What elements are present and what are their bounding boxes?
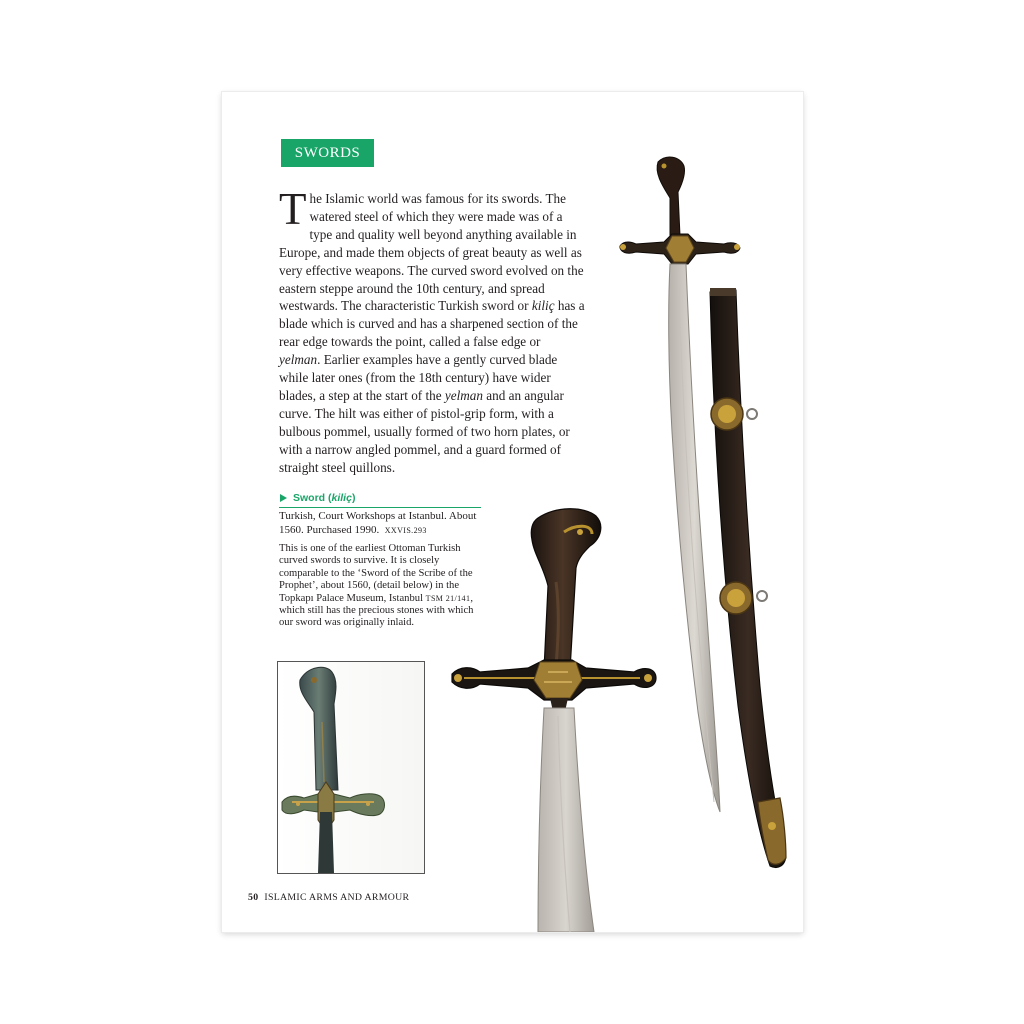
body-text-part-1: he Islamic world was famous for its swords. The watered steel of which they were made was of a type and quality well beyond anything available in Europe, and made them objects of great beauty as well as very effective weapons. The curved sword evolved on the eastern steppe around the 10th century, and spread westwards. The characteristic Turkish sword or	[279, 191, 584, 314]
section-title-badge: SWORDS	[281, 139, 374, 167]
book-page	[222, 92, 803, 932]
caption-desc-part-2: , which still has the precious stones with which our sword was originally inlaid.	[279, 592, 474, 629]
accession-number: XXVIS.293	[384, 525, 427, 535]
scabbard-photo	[702, 286, 792, 876]
detail-photo-frame	[277, 661, 425, 874]
topkapi-sword-detail-photo	[278, 662, 424, 873]
term-yelman: yelman	[279, 352, 318, 368]
museum-reference: TSM 21/141	[425, 593, 471, 603]
running-title: ISLAMIC ARMS AND ARMOUR	[264, 892, 410, 903]
caption-heading-term: kiliç	[331, 492, 352, 504]
body-text-part-2: has a blade which is curved and has a sharpened section of the rear edge towards the point, called a false edge or	[279, 298, 585, 350]
caption-heading-text: Sword (	[293, 492, 332, 504]
term-kilic: kiliç	[531, 298, 555, 314]
page-footer	[248, 892, 409, 903]
triangle-pointer-icon	[280, 494, 287, 502]
body-text	[279, 184, 585, 477]
caption-desc-part-1: This is one of the earliest Ottoman Turkish curved swords to survive. It is closely comparable to the ‘Sword of the Scribe of the Prophet’, about 1560, (detail below) in the Topkapı Palace Museum, Istanbul	[279, 543, 473, 604]
caption-heading-close: )	[351, 492, 356, 504]
caption-info-text: Turkish, Court Workshops at Istanbul. About 1560. Purchased 1990.	[279, 510, 477, 536]
page-number: 50	[248, 892, 259, 903]
drop-cap: T	[279, 184, 307, 234]
term-yelman-2: yelman	[444, 387, 483, 403]
body-text-part-4: and an angular curve. The hilt was either of pistol-grip form, with a bulbous pommel, usually formed of two horn plates, or with a narrow angled pommel, and a guard formed of straight steel quillons.	[279, 387, 570, 475]
body-text-part-3: . Earlier examples have a gently curved blade while later ones (from the 18th century) have wider blades, a step at the start of the	[279, 352, 558, 403]
